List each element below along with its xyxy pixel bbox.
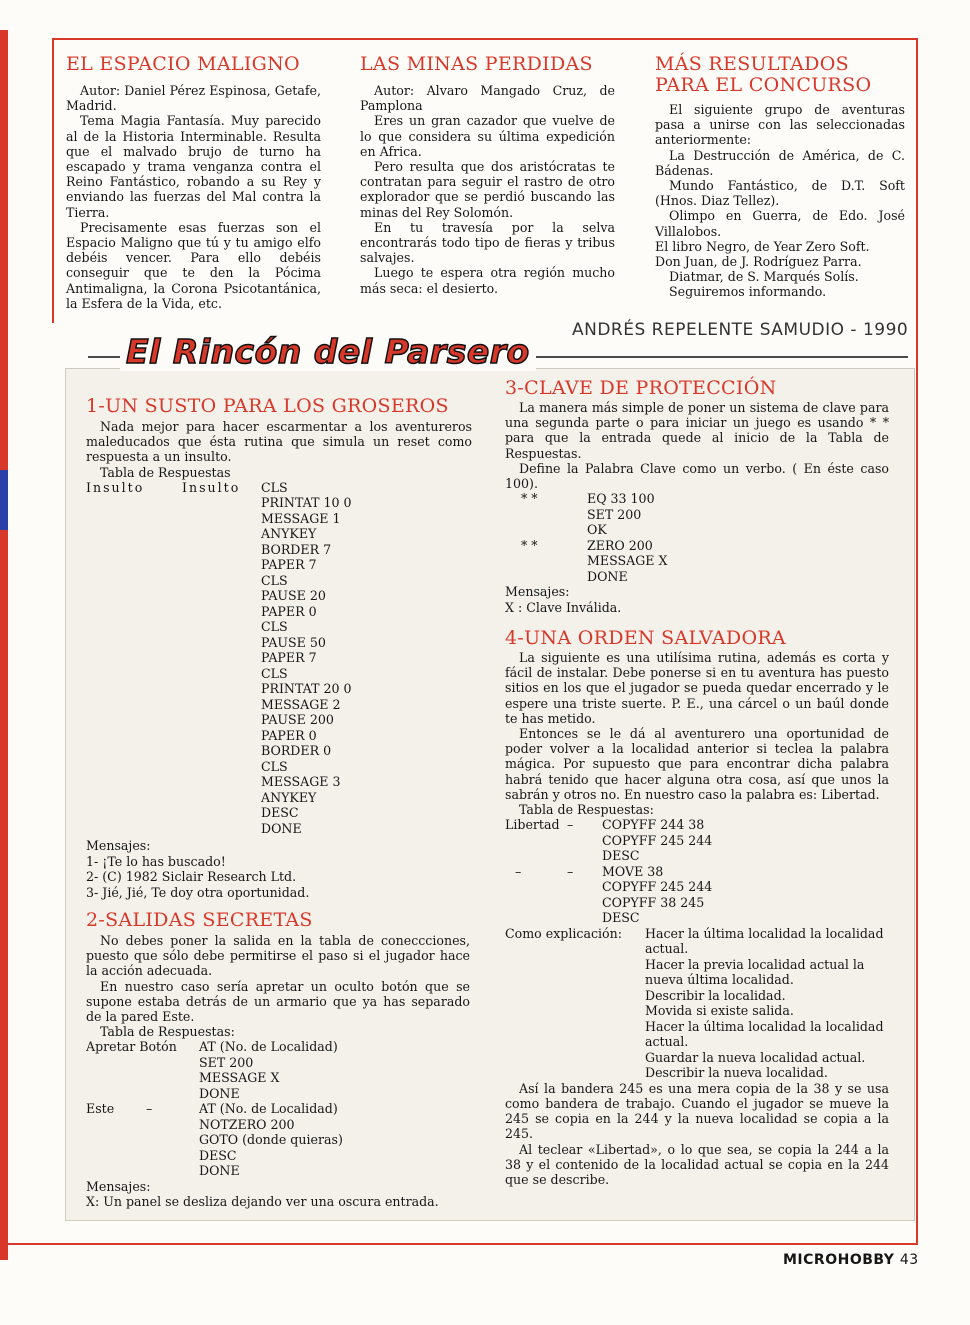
code-line: ZERO 200: [587, 537, 653, 553]
code-line: MESSAGE X: [587, 553, 668, 569]
code-line: DONE: [199, 1163, 240, 1179]
code-line: MOVE 38: [602, 863, 664, 879]
code-line: MESSAGE 3: [261, 774, 341, 790]
code-line: ANYKEY: [261, 526, 317, 542]
section-paragraph: Así la bandera 245 es una mera copia de la 38 y se usa como bandera de trabajo. Cuando el jugador se mueve la 245 se copia en la 244 y la nueva localidad se copia a la 245.: [505, 1080, 889, 1142]
code-line: COPYFF 245 244: [602, 832, 713, 848]
code-listing: [602, 864, 712, 926]
frame-bottom: [8, 1243, 918, 1245]
code-line: CLS: [261, 665, 288, 681]
frame-right: [916, 38, 918, 1245]
code-line: PRINTAT 10 0: [261, 495, 352, 511]
code-line: DESC: [602, 848, 640, 864]
entry-label: Este: [86, 1101, 115, 1117]
code-line: CLS: [261, 479, 288, 495]
entry-dash: –: [567, 863, 574, 879]
code-line: COPYFF 38 245: [602, 894, 705, 910]
article-paragraph: La Destrucción de América, de C. Bádenas.: [655, 147, 905, 178]
article-espacio-maligno: [66, 54, 321, 311]
code-line: SET 200: [199, 1054, 254, 1070]
code-line: CLS: [261, 572, 288, 588]
article-paragraph: Mundo Fantástico, de D.T. Soft (Hnos. Diaz Tellez).: [655, 178, 905, 209]
code-line: PAPER 0: [261, 603, 317, 619]
section-paragraph: La siguiente es una utilísima rutina, además es corta y fácil de instalar. Debe ponerse si en tu aventura has puesto sitios en los que el jugador se pueda quedar encerrado y le espere una triste suerte. P. E., una cárcel o un baúl donde te has metido.: [505, 650, 889, 726]
code-line: MESSAGE 2: [261, 696, 341, 712]
code-line: BORDER 0: [261, 743, 332, 759]
code-line: MESSAGE X: [199, 1070, 280, 1086]
explanation-line: Describir la nueva localidad.: [645, 1065, 828, 1081]
code-line: DONE: [199, 1085, 240, 1101]
code-line: DONE: [587, 568, 628, 584]
explanation-line: Describir la localidad.: [645, 987, 786, 1003]
entry-dash: –: [567, 817, 574, 833]
entry-dash: –: [146, 1101, 153, 1117]
article-paragraph: Autor: Alvaro Mangado Cruz, de Pamplona: [360, 83, 615, 114]
messages-label: Mensajes:: [505, 584, 570, 600]
frame-left: [52, 38, 54, 323]
section-paragraph: La manera más simple de poner un sistema de clave para una segunda parte o para iniciar un juego es usando * * para que la entrada quede al inicio de la Tabla de Respuestas.: [505, 400, 889, 461]
wildcard-entry: * *: [521, 491, 538, 507]
magazine-name: MICROHOBBY: [783, 1252, 895, 1268]
article-paragraph: El libro Negro, de Year Zero Soft.: [655, 238, 870, 254]
section-salidas-secretas: [86, 910, 470, 1210]
table-caption: Tabla de Respuestas:: [519, 802, 654, 818]
code-line: CLS: [261, 758, 288, 774]
code-line: CLS: [261, 619, 288, 635]
message-line: X: Un panel se desliza dejando ver una oscura entrada.: [86, 1194, 439, 1210]
explanation-label: Como explicación:: [505, 925, 622, 941]
code-line: PAUSE 200: [261, 712, 334, 728]
explanation-line: Hacer la última localidad la localidad actual.: [645, 1018, 884, 1050]
code-line: NOTZERO 200: [199, 1116, 295, 1132]
code-listing: [602, 817, 712, 864]
frame-top: [52, 38, 918, 40]
section-paragraph: Define la Palabra Clave como un verbo. ( En éste caso 100).: [505, 460, 889, 492]
section-title: 3-CLAVE DE PROTECCIÓN: [505, 377, 777, 399]
left-edge-stripe: [0, 470, 8, 530]
message-line: X : Clave Inválida.: [505, 599, 622, 615]
code-listing: [199, 1101, 343, 1179]
explanation-list: [645, 926, 889, 1081]
article-resultados-concurso: [655, 54, 905, 300]
page-number: 43: [899, 1252, 919, 1268]
code-line: PAPER 7: [261, 557, 317, 573]
wildcard-entry: * *: [521, 537, 538, 553]
code-line: EQ 33 100: [587, 491, 655, 507]
section-paragraph: Nada mejor para hacer escarmentar a los aventureros maleducados que ésta rutina que simula un reset como respuesta a un insulto.: [86, 419, 472, 465]
section-title: 4-UNA ORDEN SALVADORA: [505, 627, 786, 649]
article-paragraph: Diatmar, de S. Marqués Solís.: [669, 269, 859, 285]
code-listing: [587, 491, 655, 538]
code-line: DESC: [261, 805, 299, 821]
entry-label: Apretar Botón: [86, 1039, 177, 1055]
code-listing: [587, 538, 667, 585]
article-paragraph: Luego te espera otra región mucho más seca: el desierto.: [360, 265, 615, 296]
explanation-line: Guardar la nueva localidad actual.: [645, 1049, 866, 1065]
code-line: ANYKEY: [261, 789, 317, 805]
code-line: OK: [587, 522, 607, 538]
code-line: SET 200: [587, 506, 642, 522]
section-orden-salvadora: [505, 628, 889, 1187]
table-caption: Tabla de Respuestas:: [100, 1024, 235, 1040]
explanation-line: Hacer la última localidad la localidad actual.: [645, 925, 884, 957]
entry-label: Libertad: [505, 817, 560, 833]
messages-label: Mensajes:: [86, 1178, 151, 1194]
code-line: MESSAGE 1: [261, 510, 341, 526]
article-paragraph: Seguiremos informando.: [669, 284, 827, 300]
noun-label: Insulto: [182, 479, 241, 495]
code-line: AT (No. de Localidad): [199, 1039, 338, 1055]
left-edge-bar: [0, 30, 8, 1260]
section-clave-proteccion: [505, 378, 889, 615]
entry-dash: –: [515, 863, 522, 879]
section-paragraph: Al teclear «Libertad», o lo que sea, se copia la 244 a la 38 y el contenido de la localidad actual se copia en la 244 que se describe.: [505, 1141, 889, 1187]
author-credit: ANDRÉS REPELENTE SAMUDIO - 1990: [572, 320, 909, 340]
code-line: DESC: [602, 910, 640, 926]
section-paragraph: Entonces se le dá al aventurero una oportunidad de poder volver a la localidad anterior si teclea la palabra mágica. Por supuesto que para encontrar dicha palabra habrá tenido que hacer alguna otra cosa, así que unos la sabrán y otros no. En nuestro caso la palabra es: Libertad.: [505, 726, 889, 802]
section-title: 1-UN SUSTO PARA LOS GROSEROS: [86, 395, 449, 417]
code-line: COPYFF 244 38: [602, 817, 705, 833]
code-line: DESC: [199, 1147, 237, 1163]
code-listing: [199, 1039, 338, 1101]
article-title: MÁS RESULTADOS PARA EL CONCURSO: [655, 53, 872, 96]
article-paragraph: Pero resulta que dos aristócratas te contratan para seguir el rastro de otro explorador que se perdió buscando las minas del Rey Solomón.: [360, 159, 615, 220]
message-line: 2- (C) 1982 Siclair Research Ltd.: [86, 869, 297, 885]
code-listing: [261, 480, 352, 837]
section-paragraph: En nuestro caso sería apretar un oculto botón que se supone estaba detrás de un armario que ya has separado de la pared Este.: [86, 978, 470, 1025]
article-minas-perdidas: [360, 54, 615, 296]
verb-label: Insulto: [86, 479, 145, 495]
article-title: LAS MINAS PERDIDAS: [360, 53, 593, 75]
explanation-line: Hacer la previa localidad actual la nueva última localidad.: [645, 956, 865, 988]
message-line: 3- Jié, Jié, Te doy otra oportunidad.: [86, 884, 310, 900]
article-paragraph: El siguiente grupo de aventuras pasa a unirse con las seleccionadas anteriormente:: [655, 102, 905, 148]
article-paragraph: Precisamente esas fuerzas son el Espacio Maligno que tú y tu amigo elfo debéis vencer. Para ello debéis conseguir que te den la Pócima Antimaligna, la Corona Psicotantánica, la Esfera de la Vida, etc.: [66, 219, 321, 311]
code-line: PAUSE 50: [261, 634, 326, 650]
article-paragraph: Olimpo en Guerra, de Edo. José Villalobos.: [655, 208, 905, 239]
article-paragraph: Tema Magia Fantasía. Muy parecido al de la Historia Interminable. Resulta que el malvado brujo de turno ha escapado y trama venganza contra el Reino Fantástico, robando a su Rey y enviando las fuerzas del Mal contra la Tierra.: [66, 113, 321, 220]
page-footer: [783, 1252, 919, 1268]
code-line: AT (No. de Localidad): [199, 1101, 338, 1117]
table-caption: Tabla de Respuestas: [100, 464, 231, 480]
explanation-line: Movida si existe salida.: [645, 1003, 794, 1019]
code-line: PAPER 0: [261, 727, 317, 743]
code-line: PRINTAT 20 0: [261, 681, 352, 697]
article-paragraph: Don Juan, de J. Rodríguez Parra.: [655, 254, 862, 270]
article-paragraph: En tu travesía por la selva encontrarás todo tipo de fieras y tribus salvajes.: [360, 219, 615, 266]
code-line: BORDER 7: [261, 541, 332, 557]
article-paragraph: Eres un gran cazador que vuelve de lo que considera su última expedición en Africa.: [360, 113, 615, 159]
message-line: 1- ¡Te lo has buscado!: [86, 853, 226, 869]
section-susto: [86, 396, 472, 900]
code-line: PAPER 7: [261, 650, 317, 666]
code-line: DONE: [261, 820, 302, 836]
article-paragraph: Autor: Daniel Pérez Espinosa, Getafe, Madrid.: [66, 83, 321, 114]
code-line: PAUSE 20: [261, 588, 326, 604]
code-line: COPYFF 245 244: [602, 879, 713, 895]
code-line: GOTO (donde quieras): [199, 1132, 343, 1148]
article-title: EL ESPACIO MALIGNO: [66, 53, 300, 75]
section-logo: El Rincón del Parsero: [120, 333, 536, 371]
section-paragraph: No debes poner la salida en la tabla de coneccciones, puesto que sólo debe permitirse el paso si el jugador hace la acción adecuada.: [86, 933, 470, 979]
section-title: 2-SALIDAS SECRETAS: [86, 909, 313, 931]
messages-label: Mensajes:: [86, 838, 151, 854]
